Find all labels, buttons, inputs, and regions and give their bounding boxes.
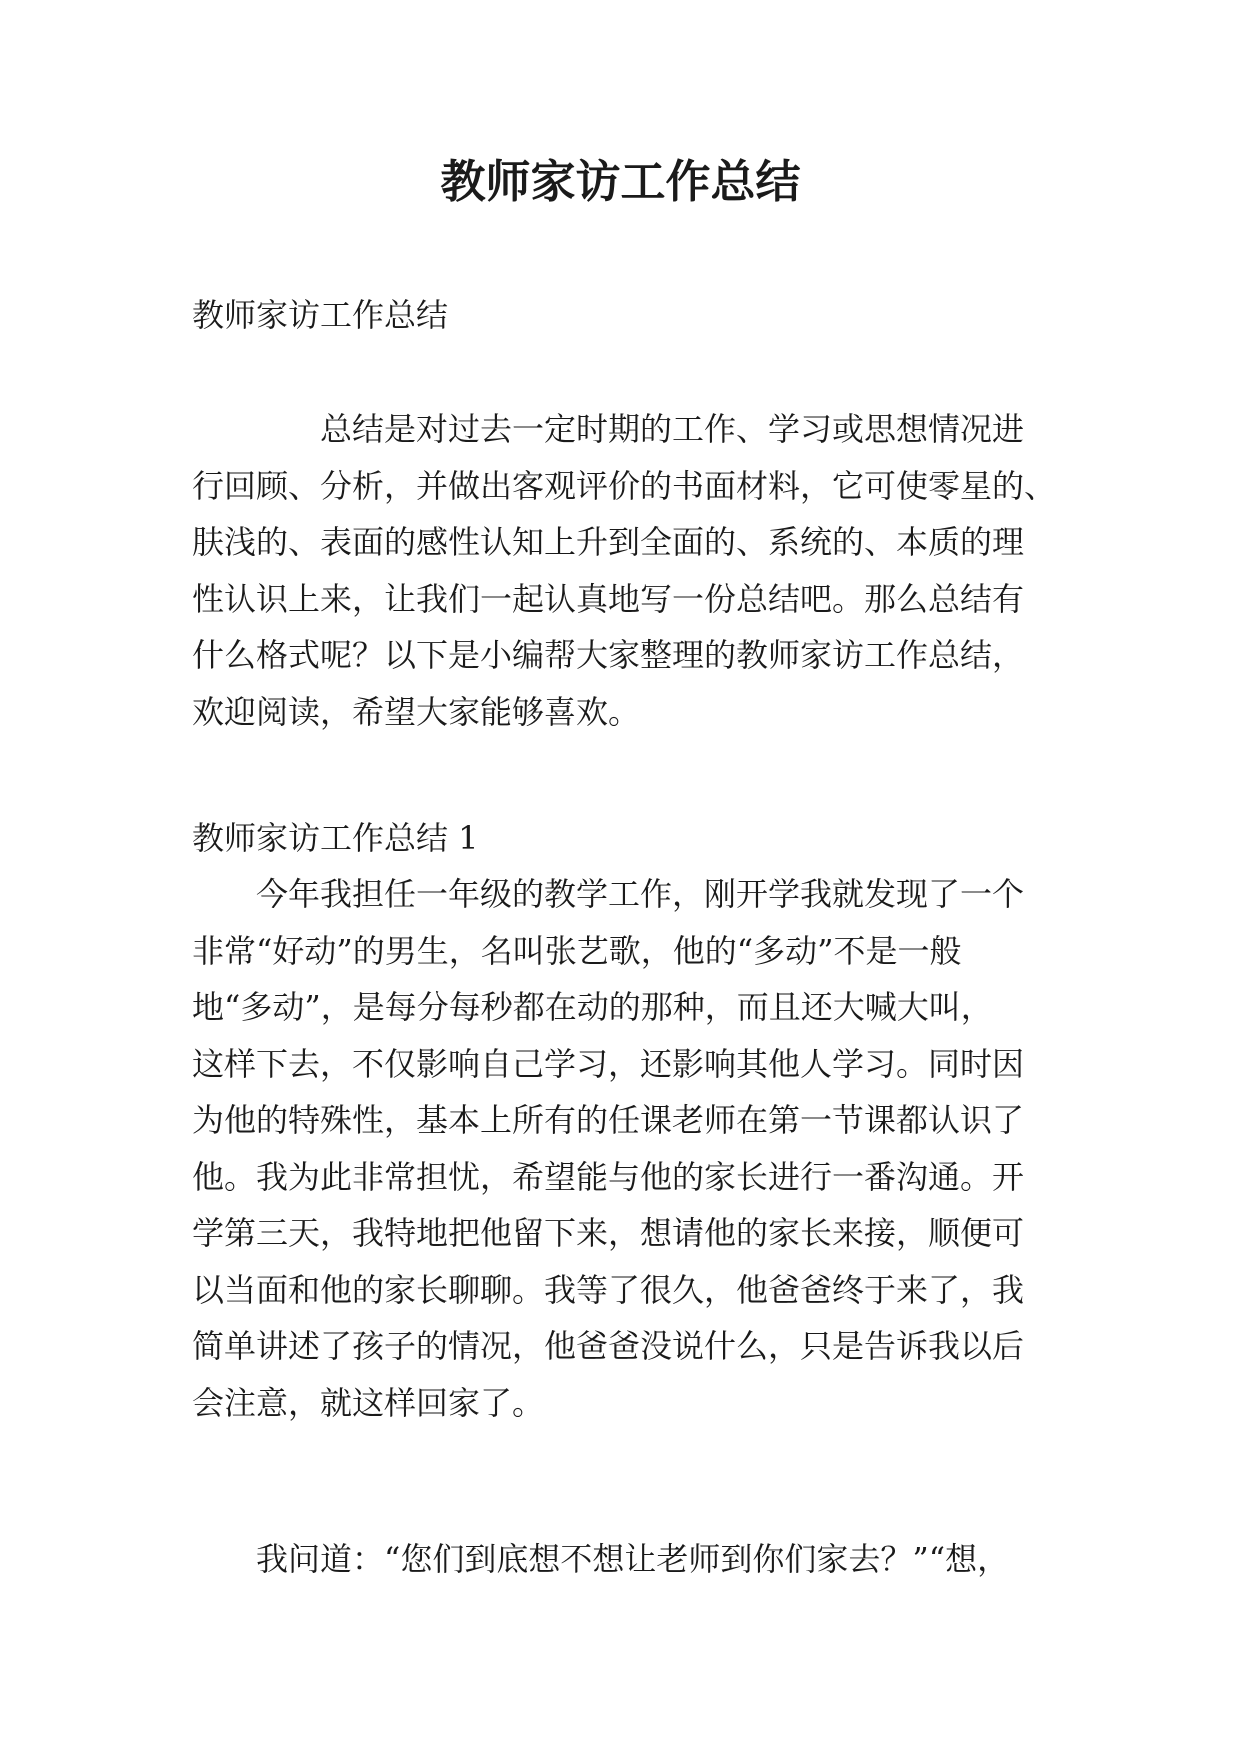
section-line: 会注意，就这样回家了。	[192, 1383, 545, 1422]
section-line: 地“多动”，是每分每秒都在动的那种，而且还大喊大叫，	[192, 988, 993, 1026]
intro-line: 肤浅的、表面的感性认知上升到全面的、系统的、本质的理	[192, 523, 1025, 561]
section-line: 简单讲述了孩子的情况，他爸爸没说什么，只是告诉我以后	[192, 1327, 1025, 1365]
section-line: 这样下去，不仅影响自己学习，还影响其他人学习。同时因	[192, 1044, 1025, 1083]
section-line: 今年我担任一年级的教学工作，刚开学我就发现了一个	[192, 875, 1025, 913]
section-line: 学第三天，我特地把他留下来，想请他的家长来接，顺便可	[192, 1214, 1025, 1252]
section-line: 他。我为此非常担忧，希望能与他的家长进行一番沟通。开	[192, 1157, 1025, 1196]
document-subtitle: 教师家访工作总结	[192, 296, 449, 334]
dialogue-line: 我问道：“您们到底想不想让老师到你们家去？”“想，	[192, 1540, 1010, 1578]
section-paragraph	[192, 866, 1072, 1431]
intro-line: 总结是对过去一定时期的工作、学习或思想情况进	[192, 410, 1025, 448]
intro-line: 欢迎阅读，希望大家能够喜欢。	[192, 692, 641, 731]
section-heading: 教师家访工作总结 1	[192, 819, 479, 857]
section-line: 非常“好动”的男生，名叫张艺歌，他的“多动”不是一般	[192, 931, 962, 970]
document-title: 教师家访工作总结	[440, 155, 801, 208]
intro-paragraph	[192, 401, 1072, 740]
intro-line: 什么格式呢？以下是小编帮大家整理的教师家访工作总结，	[192, 636, 1025, 674]
intro-line: 行回顾、分析，并做出客观评价的书面材料，它可使零星的、	[192, 466, 1057, 505]
section-line: 为他的特殊性，基本上所有的任课老师在第一节课都认识了	[192, 1101, 1025, 1139]
intro-line: 性认识上来，让我们一起认真地写一份总结吧。那么总结有	[192, 579, 1025, 618]
section-line: 以当面和他的家长聊聊。我等了很久，他爸爸终于来了，我	[192, 1270, 1025, 1309]
